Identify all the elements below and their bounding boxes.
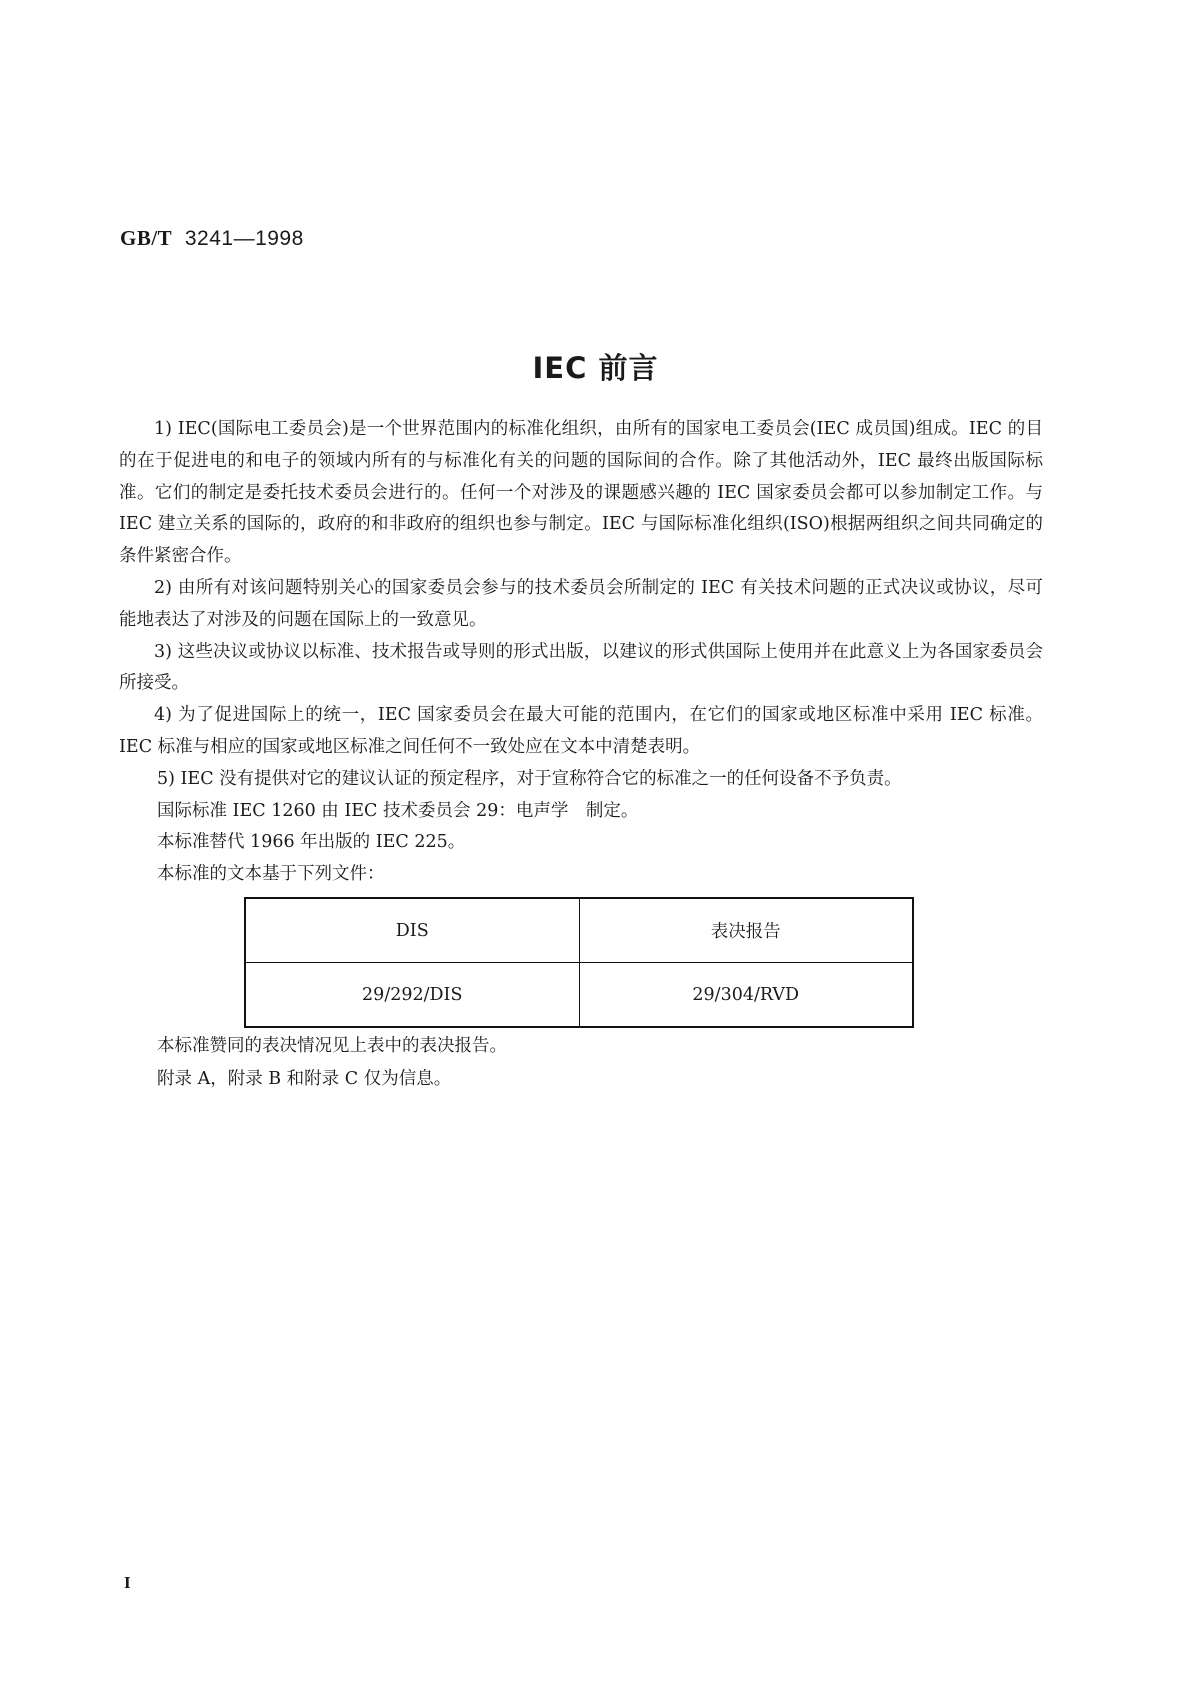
paragraph-4: 4) 为了促进国际上的统一，IEC 国家委员会在最大可能的范围内，在它们的国家或地区标准中采用 IEC 标准。IEC 标准与相应的国家或地区标准之间任何不一致处应在文本中清楚表明。 bbox=[119, 705, 1043, 757]
table-cell: 29/304/RVD bbox=[579, 963, 913, 1028]
table-header-cell: DIS bbox=[245, 898, 579, 963]
approval-note: 本标准赞同的表决情况见上表中的表决报告。 bbox=[157, 1036, 507, 1056]
table-header-row bbox=[245, 898, 913, 963]
based-on-line: 本标准的文本基于下列文件： bbox=[157, 864, 385, 885]
standard-code bbox=[120, 226, 304, 251]
source-line: 国际标准 IEC 1260 由 IEC 技术委员会 29：电声学 制定。 bbox=[157, 800, 639, 821]
standard-prefix: GB/T bbox=[120, 226, 173, 250]
after-table-notes bbox=[157, 1030, 507, 1096]
paragraph-3: 3) 这些决议或协议以标准、技术报告或导则的形式出版，以建议的形式供国际上使用并在此意义上为各国家委员会所接受。 bbox=[119, 641, 1043, 694]
page-title: IEC 前言 bbox=[532, 351, 659, 385]
replaces-line: 本标准替代 1966 年出版的 IEC 225。 bbox=[157, 832, 466, 853]
standard-number: 3241—1998 bbox=[184, 227, 304, 250]
foreword-body bbox=[119, 414, 1043, 891]
table-row bbox=[245, 963, 913, 1028]
table-header-cell: 表决报告 bbox=[579, 898, 913, 963]
page-number: I bbox=[124, 1573, 131, 1592]
paragraph-5: 5) IEC 没有提供对它的建议认证的预定程序，对于宣称符合它的标准之一的任何设备不予负责。 bbox=[157, 768, 902, 789]
paragraph-1: 1) IEC(国际电工委员会)是一个世界范围内的标准化组织，由所有的国家电工委员会(IEC 成员国)组成。IEC 的目的在于促进电的和电子的领域内所有的与标准化有关的问题的国际间的合作。除了其他活动外，IEC 最终出版国际标准。它们的制定是委托技术委员会进行的。任何一个对涉及的课题感兴趣的 IEC 国家委员会都可以参加制定工作。与 IEC 建立关系的国际的，政府的和非政府的组织也参与制定。IEC 与国际标准化组织(ISO)根据两组织之间共同确定的条件紧密合作。 bbox=[119, 419, 1043, 567]
document-table bbox=[244, 897, 914, 1028]
table-cell: 29/292/DIS bbox=[245, 963, 579, 1028]
annex-note: 附录 A，附录 B 和附录 C 仅为信息。 bbox=[157, 1069, 452, 1089]
paragraph-2: 2) 由所有对该问题特别关心的国家委员会参与的技术委员会所制定的 IEC 有关技术问题的正式决议或协议，尽可能地表达了对涉及的问题在国际上的一致意见。 bbox=[119, 577, 1043, 630]
